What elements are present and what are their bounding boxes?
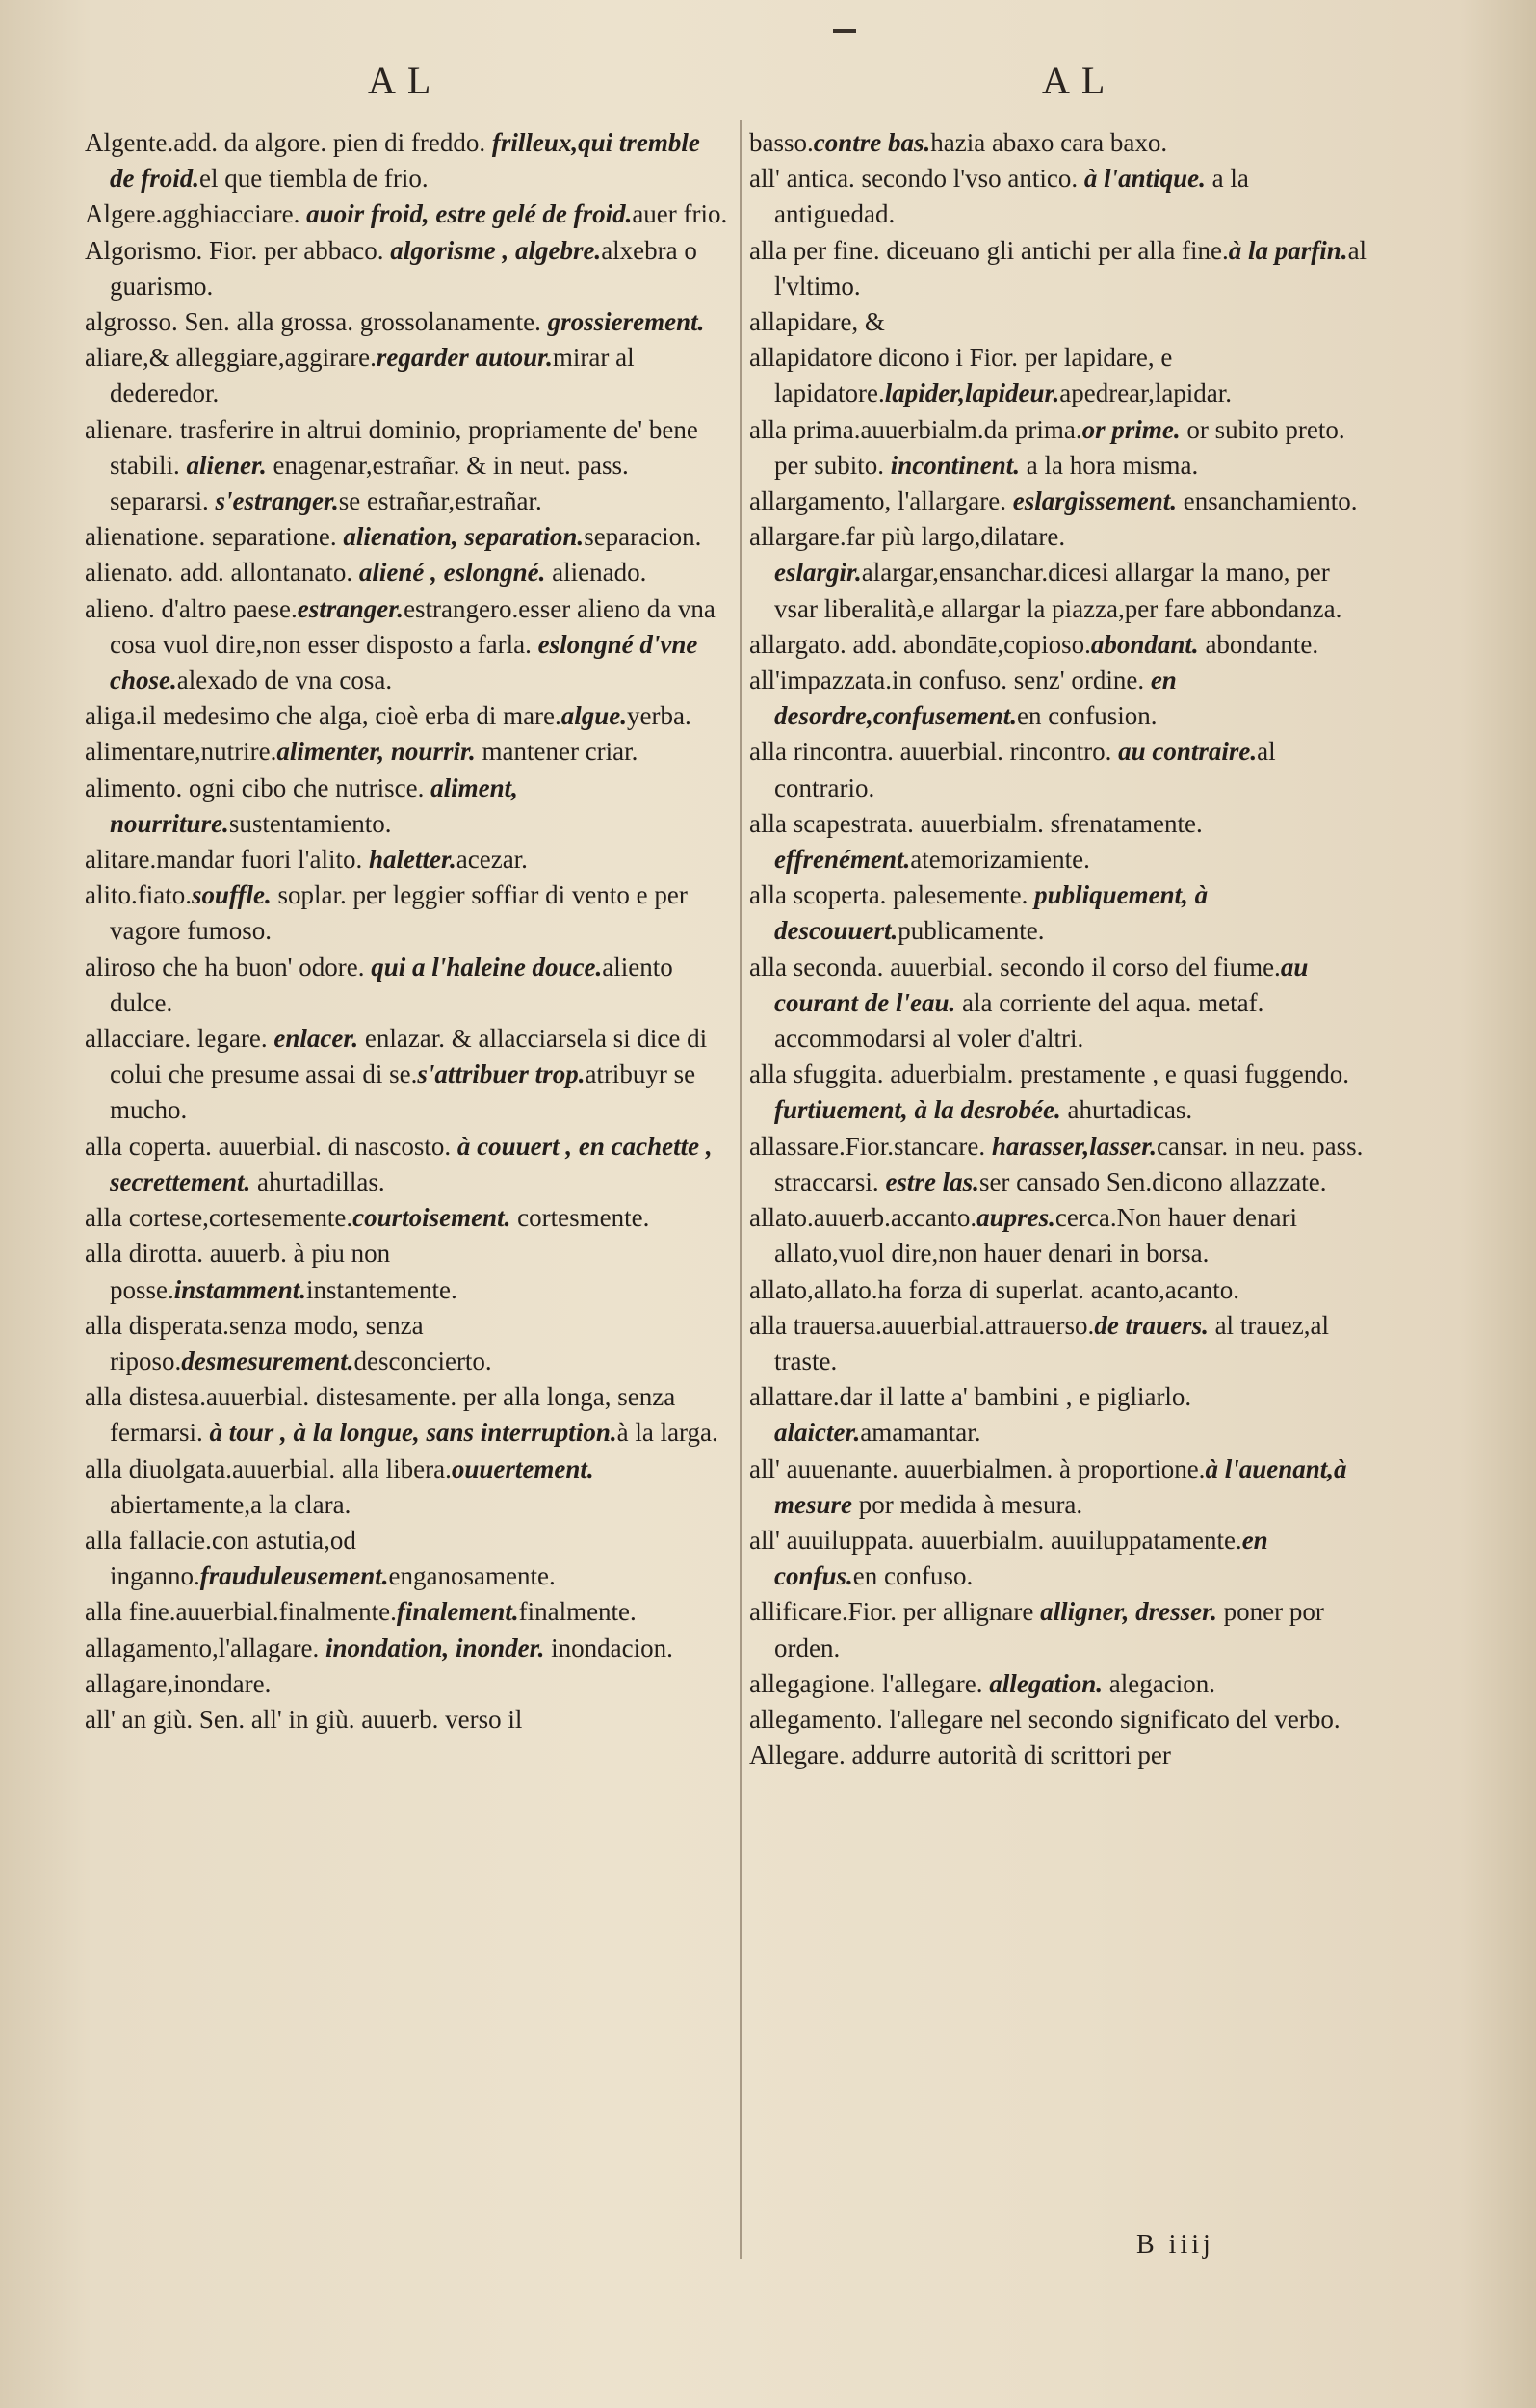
headword-definition: allato.auuerb.accanto. <box>749 1203 977 1233</box>
definition-text: al contrario. <box>774 737 1276 802</box>
dictionary-entry <box>85 734 728 770</box>
headword-definition: alito.fiato. <box>85 880 192 910</box>
left-entries <box>85 125 728 1738</box>
definition-text: a la hora misma. <box>1020 450 1199 480</box>
headword-definition: alla trauersa.auuerbial.attrauerso. <box>749 1310 1095 1340</box>
definition-text: separacion. <box>584 522 702 552</box>
headword-definition: allattare.dar il latte a' bambini , e pigliarlo. <box>749 1382 1192 1412</box>
headword-definition: all' auuenante. auuerbialmen. à proportione. <box>749 1453 1206 1483</box>
french-equivalent: algue. <box>560 701 628 731</box>
dictionary-entry <box>85 1523 728 1594</box>
french-equivalent: abondant. <box>1090 629 1199 659</box>
definition-text: cortesmente. <box>510 1203 650 1233</box>
headword-definition: all'impazzata.in confuso. senz' ordine. <box>749 666 1151 695</box>
headword-definition: alla diuolgata.auuerbial. alla libera. <box>85 1453 452 1483</box>
headword-definition: alla distesa.auuerbial. distesamente. per alla longa, senza fermarsi. <box>85 1382 676 1448</box>
headword-definition: allargamento, l'allargare. <box>749 486 1013 516</box>
definition-text: alargar,ensanchar.dicesi allargar la mano, per vsar liberalità,e allargar la piazza,per fare abbondanza. <box>774 558 1342 623</box>
french-equivalent: contre bas. <box>813 128 931 157</box>
definition-text: soplar. per leggier soffiar di vento e per vagore fumoso. <box>110 880 688 946</box>
french-equivalent: inondation, inonder. <box>325 1633 545 1662</box>
definition-text: el que tiembla de frio. <box>198 164 429 194</box>
dictionary-entry <box>749 950 1371 1058</box>
french-equivalent: desmesurement. <box>181 1346 354 1375</box>
french-equivalent: lapider,lapideur. <box>884 379 1060 408</box>
definition-text: publicamente. <box>898 916 1045 946</box>
definition-text: inondacion. <box>544 1633 673 1662</box>
french-equivalent: au courant de l'eau. <box>774 952 1309 1017</box>
french-equivalent: effrenément. <box>774 845 911 875</box>
dictionary-entry <box>85 698 728 734</box>
headword-definition: allapidare, & <box>749 307 885 337</box>
dictionary-entry <box>749 1200 1371 1271</box>
french-equivalent: incontinent. <box>890 450 1021 480</box>
dictionary-entry <box>85 304 728 340</box>
headword-definition: Algere.agghiacciare. <box>85 199 307 229</box>
dictionary-entry <box>749 877 1371 949</box>
french-equivalent: de trauers. <box>1094 1310 1209 1340</box>
headword-definition: allato,allato.ha forza di superlat. acanto,acanto. <box>749 1274 1240 1304</box>
dictionary-entry <box>85 233 728 304</box>
headword-definition: allificare.Fior. per allignare <box>749 1597 1041 1627</box>
definition-text: alegacion. <box>1103 1668 1215 1698</box>
definition-text: ser cansado Sen.dicono allazzate. <box>978 1166 1327 1196</box>
definition-text: sustentamiento. <box>228 808 392 838</box>
french-equivalent: grossierement. <box>547 307 705 337</box>
headword-definition: alla prima.auuerbialm.da prima. <box>749 414 1082 444</box>
dictionary-entry <box>749 734 1371 805</box>
dictionary-entry <box>85 591 728 699</box>
dictionary-entry <box>85 555 728 590</box>
headword-definition: all' auuiluppata. auuerbialm. auuiluppatamente. <box>749 1525 1242 1555</box>
french-equivalent: aliment, nourriture. <box>110 772 518 838</box>
french-equivalent: auoir froid, estre gelé de froid. <box>306 199 633 229</box>
dictionary-entry <box>749 627 1371 663</box>
headword-definition: alitare.mandar fuori l'alito. <box>85 845 369 875</box>
french-equivalent: regarder autour. <box>376 343 553 373</box>
french-equivalent: alienation, separation. <box>343 522 585 552</box>
dictionary-entry <box>85 1702 728 1738</box>
headword-definition: all' antica. secondo l'vso antico. <box>749 164 1084 194</box>
dictionary-entry <box>749 1308 1371 1379</box>
headword-definition: allegamento. l'allegare nel secondo significato del verbo. <box>749 1704 1341 1734</box>
definition-text: ahurtadicas. <box>1060 1095 1193 1125</box>
definition-text: abondante. <box>1198 629 1319 659</box>
headword-definition: aliare,& alleggiare,aggirare. <box>85 343 377 373</box>
definition-text: alexado de vna cosa. <box>176 666 393 695</box>
dictionary-entry <box>85 519 728 555</box>
dictionary-entry <box>749 1738 1371 1773</box>
definition-text: auer frio. <box>632 199 728 229</box>
column-divider <box>740 120 742 2259</box>
definition-text: en confusion. <box>1017 701 1158 731</box>
french-equivalent: frauduleusement. <box>199 1561 389 1591</box>
dictionary-entry <box>85 1631 728 1666</box>
dictionary-entry <box>85 1594 728 1630</box>
french-equivalent: alimenter, nourrir. <box>276 737 476 767</box>
definition-text: ahurtadillas. <box>250 1166 385 1196</box>
french-equivalent: furtiuement, à la desrobée. <box>774 1095 1061 1125</box>
definition-text: atemorizamiente. <box>910 845 1090 875</box>
top-ornament <box>833 29 856 33</box>
definition-text: mantener criar. <box>475 737 638 767</box>
definition-text: por medida à mesura. <box>852 1489 1083 1519</box>
definition-text: en confuso. <box>852 1561 974 1591</box>
definition-text: ala corriente del aqua. metaf. accommodarsi al voler d'altri. <box>774 987 1264 1054</box>
headword-definition: allagamento,l'allagare. <box>85 1633 325 1662</box>
dictionary-entry <box>85 1308 728 1379</box>
dictionary-entry <box>85 950 728 1021</box>
headword-definition: alienatione. separatione. <box>85 522 344 552</box>
headword-definition: alienato. add. allontanato. <box>85 558 359 588</box>
definition-text: poner por orden. <box>774 1597 1324 1662</box>
headword-definition: alimento. ogni cibo che nutrisce. <box>85 772 431 802</box>
headword-definition: aliga.il medesimo che alga, cioè erba di mare. <box>85 701 561 731</box>
definition-text: cerca.Non hauer denari allato,vuol dire,non hauer denari in borsa. <box>774 1203 1297 1269</box>
definition-text: or subito preto. per subito. <box>774 414 1345 480</box>
dictionary-entry <box>749 484 1371 519</box>
dictionary-entry <box>749 1594 1371 1665</box>
dictionary-entry <box>749 1523 1371 1594</box>
headword-definition: alienare. trasferire in altrui dominio, propriamente de' bene stabili. <box>85 414 698 480</box>
french-equivalent: s'attribuer trop. <box>417 1060 586 1089</box>
headword-definition: all' an giù. Sen. all' in giù. auuerb. verso il <box>85 1704 523 1734</box>
dictionary-entry <box>749 1057 1371 1128</box>
french-equivalent: souffle. <box>191 880 272 910</box>
headword-definition: allargato. add. abondāte,copioso. <box>749 629 1091 659</box>
headword-definition: alla sfuggita. aduerbialm. prestamente , e quasi fuggendo. <box>749 1060 1350 1089</box>
dictionary-entry <box>749 1702 1371 1738</box>
definition-text: atribuyr se mucho. <box>110 1060 696 1125</box>
dictionary-entry <box>85 1236 728 1307</box>
dictionary-entry <box>749 663 1371 734</box>
french-equivalent: harasser,lasser. <box>991 1131 1157 1161</box>
french-equivalent: instamment. <box>173 1274 307 1304</box>
definition-text: abiertamente,a la clara. <box>110 1489 351 1519</box>
running-head-left: AL <box>368 59 443 102</box>
dictionary-entry <box>749 1129 1371 1200</box>
french-equivalent: alligner, dresser. <box>1040 1597 1217 1627</box>
definition-text: al trauez,al traste. <box>774 1310 1329 1375</box>
headword-definition: allagare,inondare. <box>85 1668 272 1698</box>
dictionary-entry <box>85 842 728 877</box>
french-equivalent: aliener. <box>186 450 267 480</box>
french-equivalent: qui a l'haleine douce. <box>371 952 603 982</box>
definition-text: a la antiguedad. <box>774 164 1249 229</box>
french-equivalent: à l'auenant,à mesure <box>774 1453 1347 1519</box>
dictionary-entry <box>85 1021 728 1129</box>
definition-text: apedrear,lapidar. <box>1059 379 1233 408</box>
french-equivalent: aupres. <box>976 1203 1055 1233</box>
definition-text: instantemente. <box>306 1274 457 1304</box>
definition-text: enganosamente. <box>388 1561 556 1591</box>
headword-definition: alla cortese,cortesemente. <box>85 1203 353 1233</box>
french-equivalent: à couuert , en cachette , secrettement. <box>110 1131 713 1196</box>
french-equivalent: alaicter. <box>774 1418 861 1448</box>
dictionary-entry <box>749 519 1371 627</box>
headword-definition: allegagione. l'allegare. <box>749 1668 990 1698</box>
running-head-right: AL <box>1042 59 1117 102</box>
french-equivalent: à tour , à la longue, sans interruption. <box>209 1418 617 1448</box>
definition-text: desconcierto. <box>353 1346 492 1375</box>
headword-definition: allassare.Fior.stancare. <box>749 1131 992 1161</box>
french-equivalent: allegation. <box>989 1668 1104 1698</box>
headword-definition: Algorismo. Fior. per abbaco. <box>85 235 391 265</box>
french-equivalent: enlacer. <box>273 1024 359 1054</box>
headword-definition: allargare.far più largo,dilatare. <box>749 522 1066 552</box>
definition-text: à la larga. <box>616 1418 718 1448</box>
headword-definition: alla scapestrata. auuerbialm. sfrenatamente. <box>749 808 1203 838</box>
definition-text: amamantar. <box>860 1418 981 1448</box>
definition-text: ensanchamiento. <box>1177 486 1358 516</box>
headword-definition: alla seconda. auuerbial. secondo il corso del fiume. <box>749 952 1281 982</box>
definition-text: aliento dulce. <box>110 952 673 1017</box>
definition-text: mirar al dederedor. <box>110 343 635 408</box>
dictionary-entry <box>749 1272 1371 1308</box>
dictionary-entry <box>85 877 728 949</box>
french-equivalent: au contraire. <box>1118 737 1258 767</box>
french-equivalent: frilleux,qui tremble de froid. <box>110 128 700 194</box>
definition-text: estrangero.esser alieno da vna cosa vuol dire,non esser disposto a farla. <box>110 593 716 659</box>
right-entries <box>749 125 1371 1773</box>
headword-definition: alla rincontra. auuerbial. rincontro. <box>749 737 1119 767</box>
headword-definition: alla scoperta. palesemente. <box>749 880 1035 910</box>
french-equivalent: courtoisement. <box>352 1203 511 1233</box>
french-equivalent: finalement. <box>396 1597 519 1627</box>
french-equivalent: publiquement, à descouuert. <box>774 880 1209 946</box>
definition-text: cansar. in neu. pass. straccarsi. <box>774 1131 1364 1196</box>
definition-text: acezar. <box>456 845 528 875</box>
dictionary-entry <box>85 1129 728 1200</box>
french-equivalent: à la parfin. <box>1228 235 1348 265</box>
dictionary-entry <box>749 161 1371 232</box>
french-equivalent: estranger. <box>297 593 404 623</box>
headword-definition: alla coperta. auuerbial. di nascosto. <box>85 1131 457 1161</box>
dictionary-entry <box>749 233 1371 304</box>
definition-text: hazia abaxo cara baxo. <box>930 128 1168 157</box>
headword-definition: algrosso. Sen. alla grossa. grossolanamente. <box>85 307 548 337</box>
dictionary-entry <box>749 1452 1371 1523</box>
dictionary-entry <box>85 340 728 411</box>
french-equivalent: s'estranger. <box>215 486 339 516</box>
headword-definition: alla disperata.senza modo, senza riposo. <box>85 1310 424 1375</box>
definition-text: enlazar. & allacciarsela si dice di colui che presume assai di se. <box>110 1024 708 1089</box>
headword-definition: Algente.add. da algore. pien di freddo. <box>85 128 492 157</box>
french-equivalent: en desordre,confusement. <box>774 666 1177 731</box>
dictionary-entry <box>749 1666 1371 1702</box>
definition-text: enagenar,estrañar. & in neut. pass. separarsi. <box>110 450 629 516</box>
dictionary-entry <box>749 304 1371 340</box>
french-equivalent: ouuertement. <box>451 1453 594 1483</box>
headword-definition: allapidatore dicono i Fior. per lapidare, e lapidatore. <box>749 343 1173 408</box>
dictionary-entry <box>85 125 728 196</box>
french-equivalent: aliené , eslongné. <box>358 558 546 588</box>
headword-definition: alimentare,nutrire. <box>85 737 277 767</box>
french-equivalent: à l'antique. <box>1083 164 1206 194</box>
definition-text: yerba. <box>627 701 691 731</box>
dictionary-entry <box>85 1452 728 1523</box>
headword-definition: alla dirotta. auuerb. à piu non posse. <box>85 1239 391 1304</box>
headword-definition: basso. <box>749 128 814 157</box>
headword-definition: alla fallacie.con astutia,od inganno. <box>85 1525 356 1591</box>
dictionary-entry <box>749 125 1371 161</box>
dictionary-entry <box>85 412 728 520</box>
headword-definition: alieno. d'altro paese. <box>85 593 298 623</box>
definition-text: finalmente. <box>518 1597 637 1627</box>
dictionary-entry <box>85 1379 728 1451</box>
dictionary-entry <box>749 1379 1371 1451</box>
headword-definition: allacciare. legare. <box>85 1024 274 1054</box>
definition-text: se estrañar,estrañar. <box>338 486 542 516</box>
french-equivalent: or prime. <box>1081 414 1181 444</box>
french-equivalent: eslargissement. <box>1012 486 1178 516</box>
dictionary-entry <box>85 196 728 232</box>
french-equivalent: eslongné d'vne chose. <box>110 629 698 695</box>
dictionary-entry <box>85 771 728 842</box>
french-equivalent: en confus. <box>774 1525 1268 1591</box>
signature-mark: B iiij <box>1136 2230 1214 2260</box>
dictionary-entry <box>749 340 1371 411</box>
headword-definition: alla per fine. diceuano gli antichi per alla fine. <box>749 235 1229 265</box>
headword-definition: alla fine.auuerbial.finalmente. <box>85 1597 397 1627</box>
dictionary-entry <box>85 1666 728 1702</box>
definition-text: alxebra o guarismo. <box>110 235 697 301</box>
dictionary-entry <box>749 412 1371 484</box>
french-equivalent: estre las. <box>885 1166 979 1196</box>
french-equivalent: algorisme , algebre. <box>390 235 602 265</box>
french-equivalent: eslargir. <box>774 558 862 588</box>
dictionary-entry <box>749 806 1371 877</box>
definition-text: alienado. <box>545 558 647 588</box>
french-equivalent: haletter. <box>369 845 456 875</box>
headword-definition: Allegare. addurre autorità di scrittori per <box>749 1741 1171 1770</box>
headword-definition: aliroso che ha buon' odore. <box>85 952 372 982</box>
definition-text: al l'vltimo. <box>774 235 1367 301</box>
dictionary-entry <box>85 1200 728 1236</box>
